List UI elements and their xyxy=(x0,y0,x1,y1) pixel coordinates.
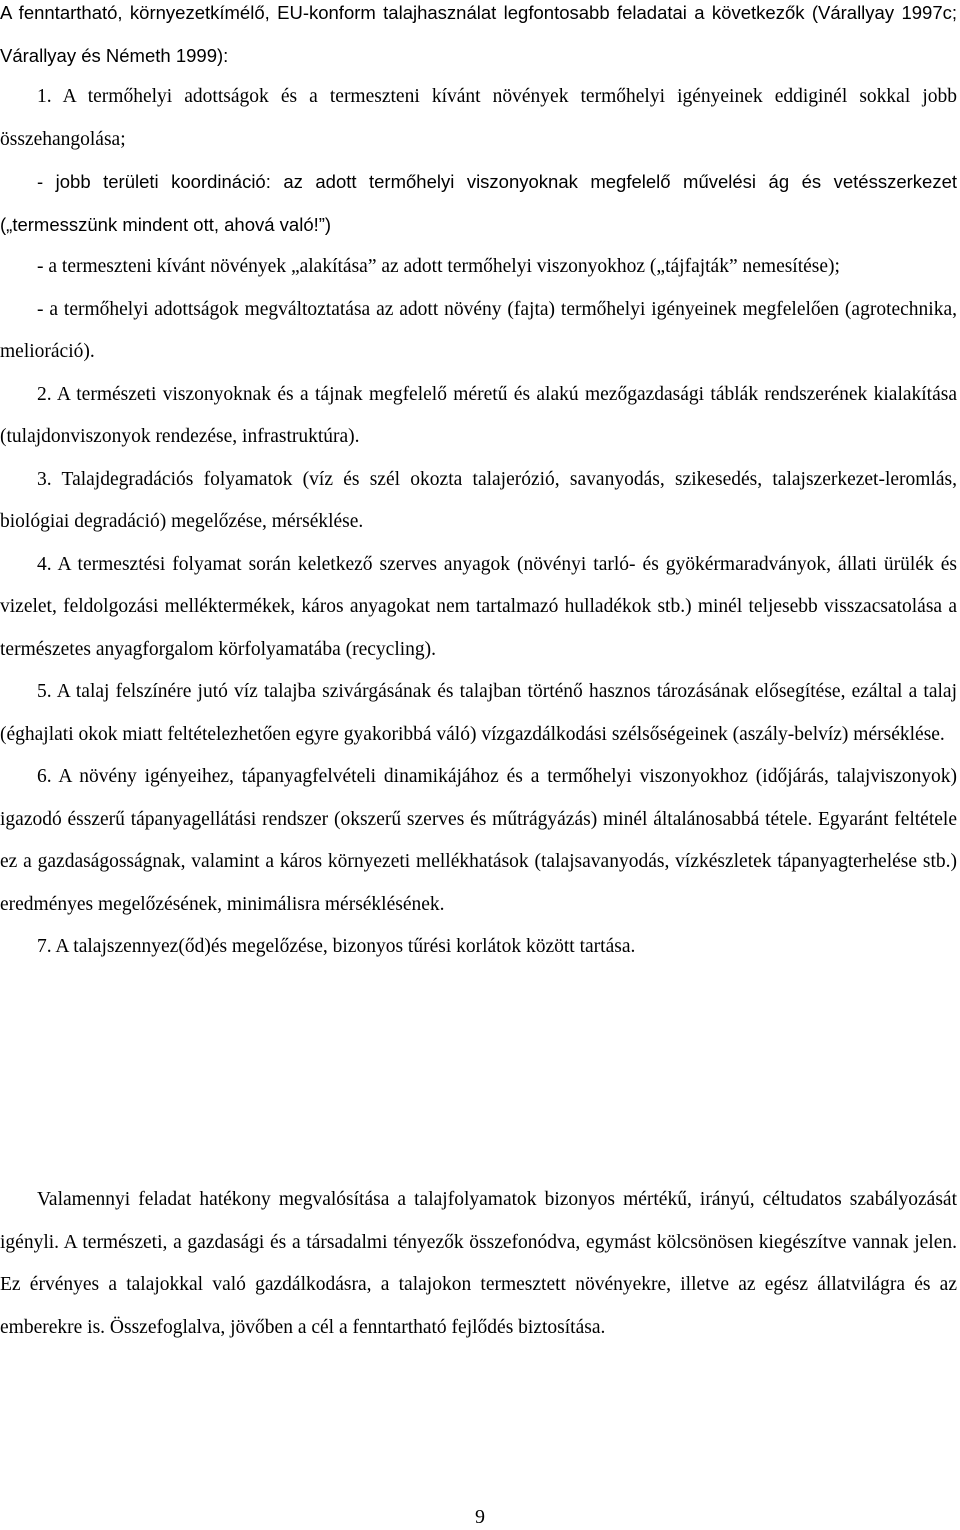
bullet-item-site-modification: - a termőhelyi adottságok megváltoztatása az adott növény (fajta) termőhelyi igényeinek megfelelően (agrotechnika, melioráció). xyxy=(0,298,957,362)
summary-text: Valamennyi feladat hatékony megvalósítása a talajfolyamatok bizonyos mértékű, irányú, céltudatos szabályozását igényli. A természeti, a gazdasági és a társadalmi tényezők összefonódva, egymást kölcsönösen kiegészítve vannak jelen. Ez érvényes a talajokkal való gazdálkodásra, a talajokon termesztett növényekre, illetve az egész állatvilágra és az emberekre is. Összefoglalva, jövőben a cél a fenntartható fejlődés biztosítása. xyxy=(0,1189,957,1338)
list-item-5: 5. A talaj felszínére jutó víz talajba szivárgásának és talajban történő hasznos tározásának elősegítése, ezáltal a talaj (éghajlati okok miatt feltételezhetően egyre gyakoribbá váló) vízgazdálkodási szélsőségeinek (aszály-belvíz) mérséklése. xyxy=(0,681,957,745)
list-item-6: 6. A növény igényeihez, tápanyagfelvételi dinamikájához és a termőhelyi viszonyokhoz (időjárás, talajviszonyok) igazodó ésszerű tápanyagellátási rendszer (okszerű szerves és műtrágyázás) minél általánosabbá tétele. Egyaránt feltétele ez a gazdaságosságnak, valamint a káros környezeti mellékhatások (talajsavanyodás, vízkészletek tápanyagterhelése stb.) eredményes megelőzésének, minimálisra mérséklésének. xyxy=(0,766,957,915)
list-item-1: 1. A termőhelyi adottságok és a termeszteni kívánt növények termőhelyi igényeinek eddiginél sokkal jobb összehangolása; xyxy=(0,86,957,150)
list-item-4: 4. A termesztési folyamat során keletkező szerves anyagok (növényi tarló- és gyökérmaradványok, állati ürülék és vizelet, feldolgozási melléktermékek, káros anyagokat nem tartalmazó hulladékok stb.) minél teljesebb visszacsatolása a természetes anyagforgalom körfolyamatába (recycling). xyxy=(0,553,957,660)
bullet-item-coordination: - jobb területi koordináció: az adott termőhelyi viszonyoknak megfelelő művelési ág és vetésszerkezet („termesszünk mindent ott, ahová való!”) xyxy=(0,171,957,235)
summary-paragraph xyxy=(0,1179,957,1349)
list-block xyxy=(0,76,957,161)
list-item-2: 2. A természeti viszonyoknak és a tájnak megfelelő méretű és alakú mezőgazdasági táblák rendszerének kialakítása (tulajdonviszonyok rendezése, infrastruktúra). xyxy=(0,383,957,447)
bullet-item-plant-adaptation: - a termeszteni kívánt növények „alakítása” az adott termőhelyi viszonyokhoz („tájfajták” nemesítése); xyxy=(37,256,840,277)
list-item-7: 7. A talajszennyez(őd)és megelőzése, bizonyos tűrési korlátok között tartása. xyxy=(37,936,636,957)
list-item-3: 3. Talajdegradációs folyamatok (víz és szél okozta talajerózió, savanyodás, szikesedés, talajszerkezet-leromlás, biológiai degradáció) megelőzése, mérséklése. xyxy=(0,468,957,532)
bullet-block-2 xyxy=(0,246,957,969)
bullet-block-1 xyxy=(0,161,957,246)
intro-paragraph xyxy=(0,0,957,77)
intro-text: A fenntartható, környezetkímélő, EU-konform talajhasználat legfontosabb feladatai a következők (Várallyay 1997c; Várallyay és Németh 1999): xyxy=(0,2,957,66)
page-number: 9 xyxy=(475,1506,485,1528)
